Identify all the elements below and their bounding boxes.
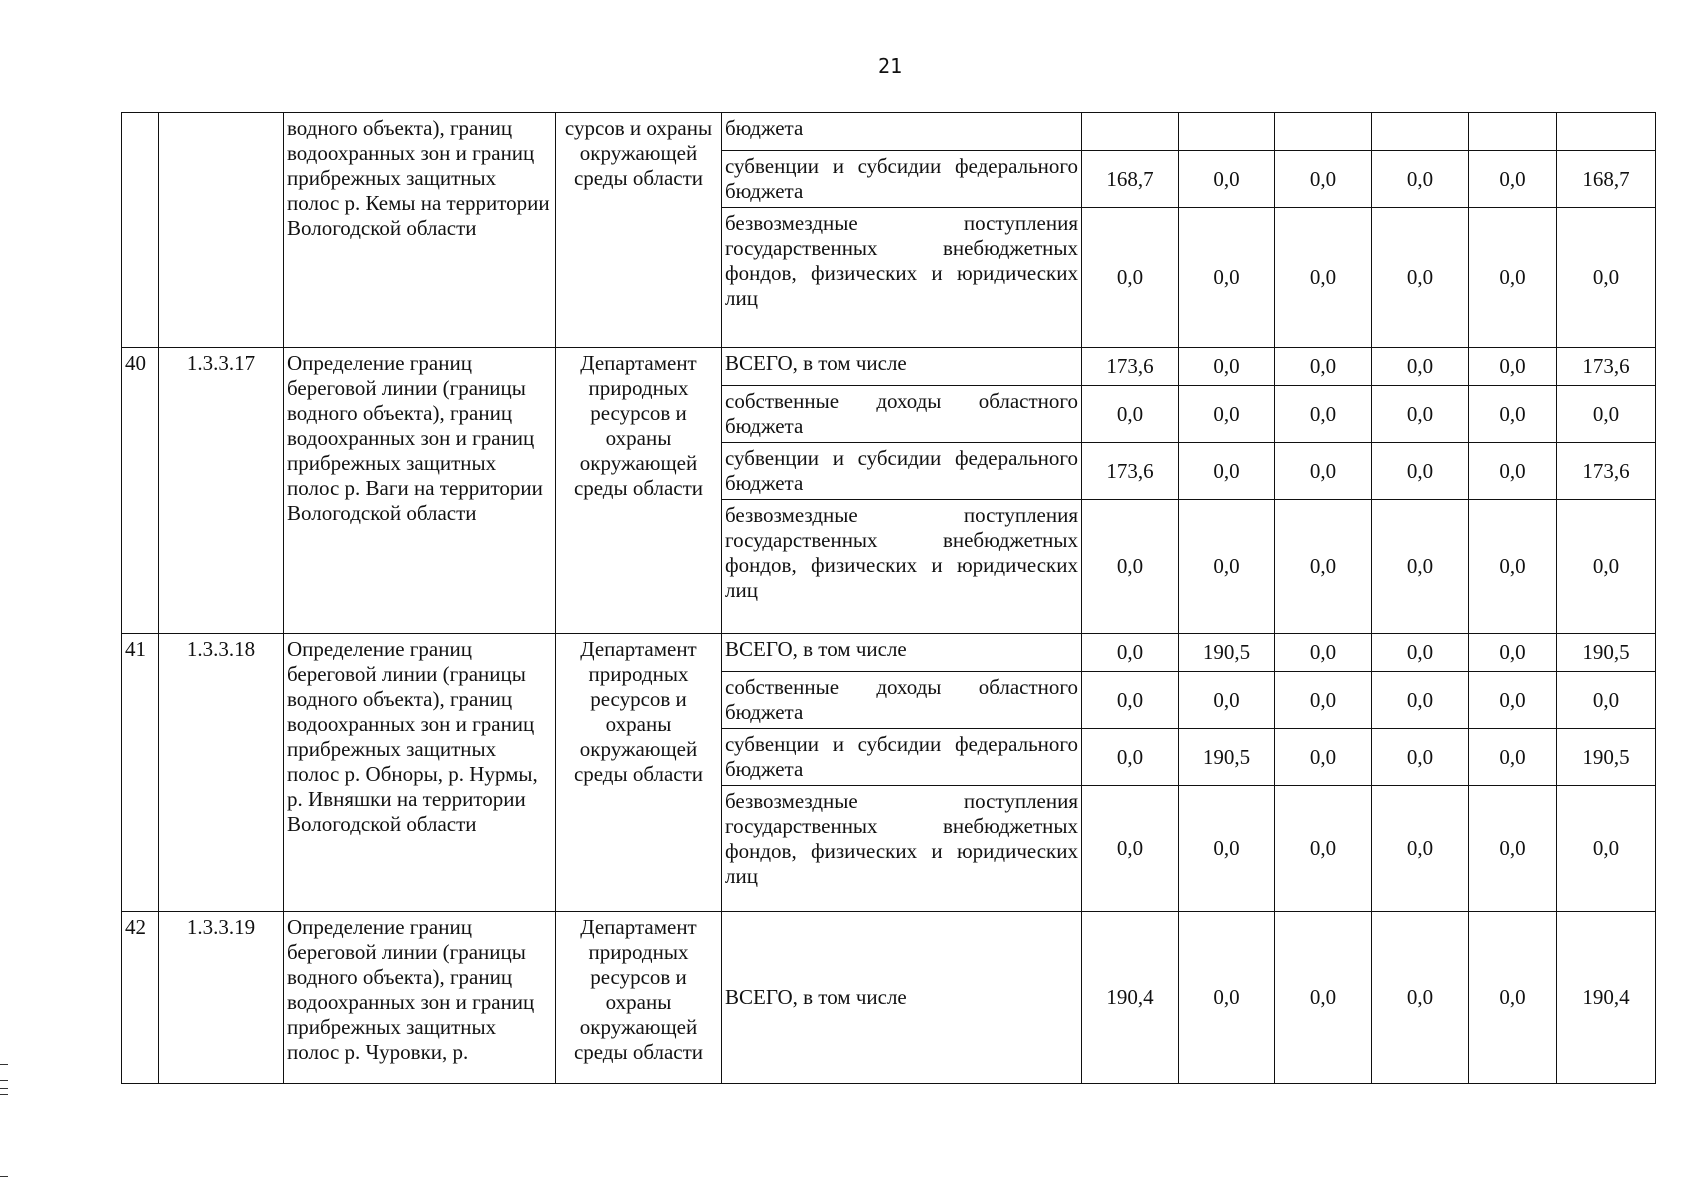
amount-cell: 190,5 — [1179, 729, 1275, 786]
amount-cell — [1557, 113, 1656, 151]
amount-cell: 0,0 — [1179, 786, 1275, 912]
item-name-cell: Определение границ береговой линии (границы водного объекта), границ водоохранных зон и границ прибрежных защитных полос р. Обноры, р. Нурмы, р. Ивняшки на территории Вологодской области — [284, 634, 556, 912]
funding-source-cell: собственные доходы областного бюджета — [722, 386, 1082, 443]
amount-cell: 0,0 — [1557, 500, 1656, 634]
funding-source-cell: субвенции и субсидии федерального бюджета — [722, 151, 1082, 208]
amount-cell: 0,0 — [1372, 729, 1469, 786]
amount-cell: 0,0 — [1469, 786, 1557, 912]
amount-cell: 0,0 — [1557, 386, 1656, 443]
amount-cell: 0,0 — [1372, 348, 1469, 386]
margin-mark — [0, 1064, 8, 1065]
amount-cell: 0,0 — [1179, 151, 1275, 208]
item-number-cell: 42 — [122, 912, 159, 1084]
funding-source-cell: собственные доходы областного бюджета — [722, 672, 1082, 729]
funding-source-cell: безвозмездные поступления государственных внебюджетных фондов, физических и юридических лиц — [722, 208, 1082, 348]
amount-cell: 0,0 — [1469, 348, 1557, 386]
amount-cell — [1372, 113, 1469, 151]
amount-cell: 0,0 — [1179, 348, 1275, 386]
amount-cell: 0,0 — [1469, 208, 1557, 348]
page-number: 21 — [877, 54, 903, 78]
amount-cell: 0,0 — [1372, 672, 1469, 729]
amount-cell: 190,4 — [1082, 912, 1179, 1084]
amount-cell: 0,0 — [1469, 443, 1557, 500]
amount-cell: 173,6 — [1082, 443, 1179, 500]
amount-cell: 0,0 — [1275, 500, 1372, 634]
margin-mark — [0, 1080, 8, 1081]
funding-source-cell: субвенции и субсидии федерального бюджета — [722, 443, 1082, 500]
amount-cell: 0,0 — [1275, 786, 1372, 912]
item-code-cell — [159, 113, 284, 348]
amount-cell: 0,0 — [1275, 348, 1372, 386]
amount-cell: 0,0 — [1179, 208, 1275, 348]
amount-cell: 190,5 — [1557, 634, 1656, 672]
amount-cell: 0,0 — [1275, 729, 1372, 786]
amount-cell: 0,0 — [1469, 386, 1557, 443]
responsible-cell: Департамент природных ресурсов и охраны окружающей среды области — [556, 348, 722, 634]
amount-cell: 0,0 — [1275, 208, 1372, 348]
amount-cell: 0,0 — [1372, 786, 1469, 912]
table-row — [122, 634, 1656, 672]
amount-cell: 190,5 — [1179, 634, 1275, 672]
funding-source-cell: субвенции и субсидии федерального бюджета — [722, 729, 1082, 786]
item-number-cell: 41 — [122, 634, 159, 912]
item-number-cell: 40 — [122, 348, 159, 634]
amount-cell: 0,0 — [1557, 786, 1656, 912]
amount-cell: 173,6 — [1557, 348, 1656, 386]
amount-cell — [1082, 113, 1179, 151]
amount-cell: 0,0 — [1469, 151, 1557, 208]
amount-cell: 0,0 — [1082, 672, 1179, 729]
responsible-cell: сурсов и охраны окружающей среды области — [556, 113, 722, 348]
amount-cell: 0,0 — [1275, 634, 1372, 672]
responsible-cell: Департамент природных ресурсов и охраны окружающей среды области — [556, 634, 722, 912]
amount-cell: 0,0 — [1275, 386, 1372, 443]
funding-source-cell: безвозмездные поступления государственных внебюджетных фондов, физических и юридических лиц — [722, 786, 1082, 912]
funding-source-cell: безвозмездные поступления государственных внебюджетных фондов, физических и юридических лиц — [722, 500, 1082, 634]
margin-mark — [0, 1094, 8, 1095]
amount-cell: 173,6 — [1557, 443, 1656, 500]
amount-cell: 0,0 — [1469, 912, 1557, 1084]
item-number-cell — [122, 113, 159, 348]
funding-source-cell: ВСЕГО, в том числе — [722, 348, 1082, 386]
amount-cell: 0,0 — [1179, 443, 1275, 500]
margin-mark — [0, 1088, 8, 1089]
amount-cell — [1179, 113, 1275, 151]
amount-cell: 0,0 — [1557, 672, 1656, 729]
budget-table — [121, 112, 1656, 1084]
amount-cell: 168,7 — [1557, 151, 1656, 208]
amount-cell: 0,0 — [1275, 151, 1372, 208]
amount-cell: 0,0 — [1557, 208, 1656, 348]
amount-cell: 0,0 — [1372, 151, 1469, 208]
amount-cell — [1469, 113, 1557, 151]
amount-cell: 0,0 — [1372, 634, 1469, 672]
amount-cell: 0,0 — [1082, 208, 1179, 348]
responsible-cell: Департамент природных ресурсов и охраны окружающей среды области — [556, 912, 722, 1084]
amount-cell: 0,0 — [1082, 634, 1179, 672]
amount-cell: 0,0 — [1082, 729, 1179, 786]
amount-cell: 0,0 — [1179, 672, 1275, 729]
funding-source-cell: ВСЕГО, в том числе — [722, 912, 1082, 1084]
amount-cell: 0,0 — [1179, 912, 1275, 1084]
amount-cell: 190,4 — [1557, 912, 1656, 1084]
funding-source-cell: ВСЕГО, в том числе — [722, 634, 1082, 672]
table-row — [122, 912, 1656, 1084]
amount-cell: 173,6 — [1082, 348, 1179, 386]
amount-cell: 0,0 — [1469, 672, 1557, 729]
amount-cell: 0,0 — [1372, 500, 1469, 634]
funding-source-cell: бюджета — [722, 113, 1082, 151]
amount-cell: 0,0 — [1082, 500, 1179, 634]
item-name-cell: Определение границ береговой линии (границы водного объекта), границ водоохранных зон и границ прибрежных защитных полос р. Чуровки, р. — [284, 912, 556, 1084]
amount-cell: 168,7 — [1082, 151, 1179, 208]
item-name-cell: Определение границ береговой линии (границы водного объекта), границ водоохранных зон и границ прибрежных защитных полос р. Ваги на территории Вологодской области — [284, 348, 556, 634]
amount-cell: 0,0 — [1082, 386, 1179, 443]
item-code-cell: 1.3.3.19 — [159, 912, 284, 1084]
amount-cell: 0,0 — [1275, 672, 1372, 729]
table-row — [122, 113, 1656, 151]
amount-cell: 0,0 — [1372, 912, 1469, 1084]
amount-cell: 0,0 — [1372, 208, 1469, 348]
margin-mark — [0, 1176, 8, 1177]
amount-cell: 0,0 — [1372, 443, 1469, 500]
amount-cell: 190,5 — [1557, 729, 1656, 786]
amount-cell: 0,0 — [1469, 500, 1557, 634]
amount-cell: 0,0 — [1275, 912, 1372, 1084]
table-row — [122, 348, 1656, 386]
item-code-cell: 1.3.3.18 — [159, 634, 284, 912]
amount-cell: 0,0 — [1469, 729, 1557, 786]
item-code-cell: 1.3.3.17 — [159, 348, 284, 634]
amount-cell: 0,0 — [1469, 634, 1557, 672]
amount-cell: 0,0 — [1179, 500, 1275, 634]
amount-cell: 0,0 — [1082, 786, 1179, 912]
amount-cell: 0,0 — [1372, 386, 1469, 443]
amount-cell: 0,0 — [1179, 386, 1275, 443]
item-name-cell: водного объекта), границ водоохранных зон и границ прибрежных защитных полос р. Кемы на территории Вологодской области — [284, 113, 556, 348]
amount-cell — [1275, 113, 1372, 151]
amount-cell: 0,0 — [1275, 443, 1372, 500]
